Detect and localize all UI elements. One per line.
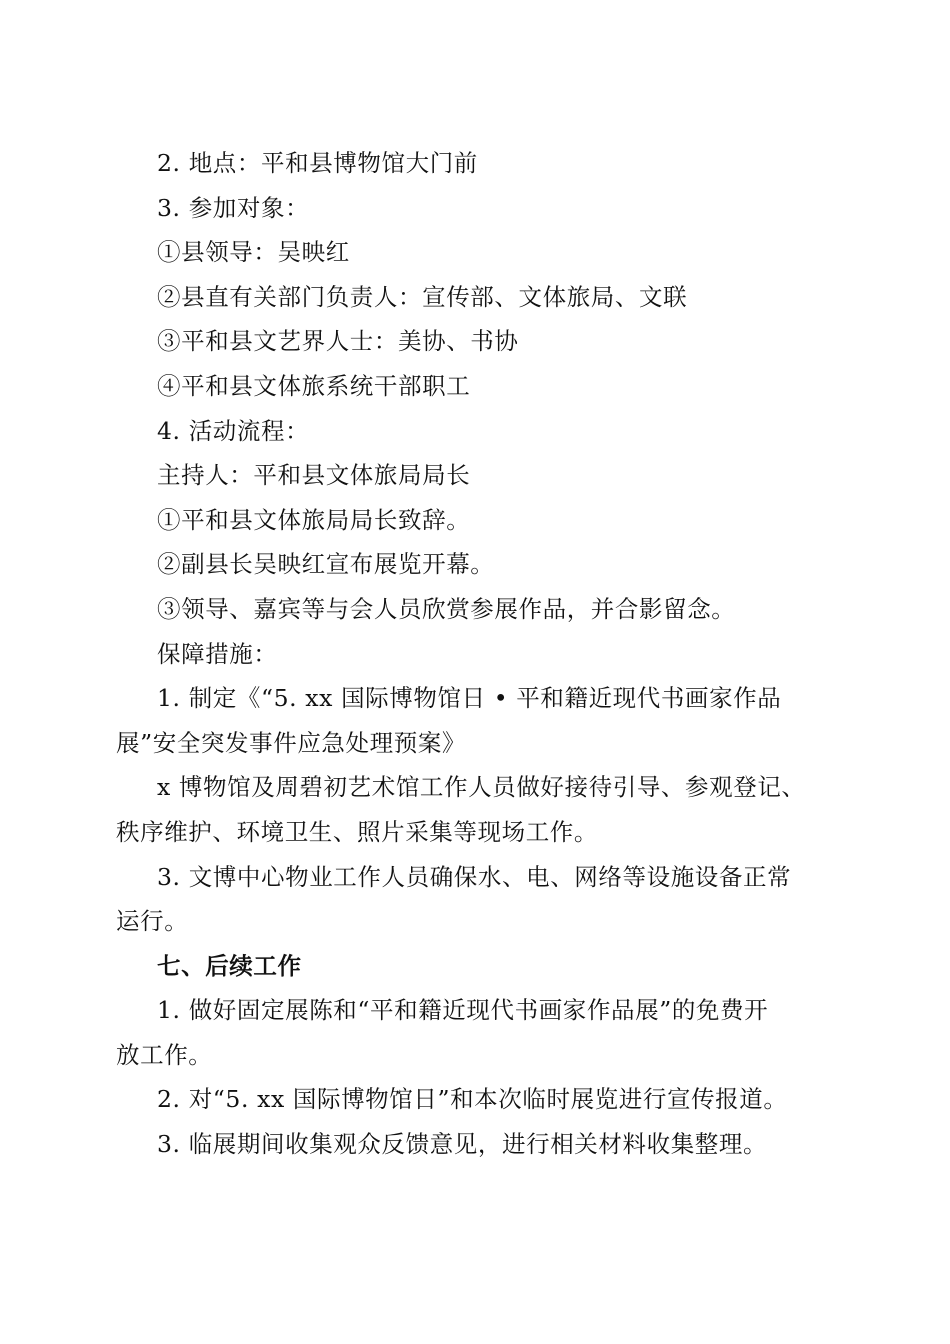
paragraph-participant-departments: ②县直有关部门负责人：宣传部、文体旅局、文联: [157, 282, 688, 311]
paragraph-safeguard-3-line-2: 运行。: [116, 907, 189, 936]
paragraph-safeguard-2-line-2: 秩序维护、环境卫生、照片采集等现场工作。: [116, 817, 598, 846]
paragraph-safeguard-1-line-1: 1. 制定《“5. xx 国际博物馆日 • 平和籍近现代书画家作品: [157, 684, 782, 713]
paragraph-safeguard-3-line-1: 3. 文博中心物业工作人员确保水、电、网络等设施设备正常: [157, 862, 792, 891]
paragraph-participant-county-leader: ①县领导：吴映红: [157, 238, 350, 267]
paragraph-follow-up-2: 2. 对“5. xx 国际博物馆日”和本次临时展览进行宣传报道。: [157, 1085, 788, 1114]
paragraph-safeguards-heading: 保障措施：: [157, 639, 278, 668]
paragraph-participant-artists: ③平和县文艺界人士：美协、书协: [157, 327, 519, 356]
paragraph-location: 2. 地点：平和县博物馆大门前: [157, 149, 478, 177]
paragraph-process-step-3: ③领导、嘉宾等与会人员欣赏参展作品，并合影留念。: [157, 594, 736, 623]
paragraph-safeguard-2-line-1: x 博物馆及周碧初艺术馆工作人员做好接待引导、参观登记、: [157, 773, 806, 802]
paragraph-safeguard-1-line-2: 展”安全突发事件应急处理预案》: [116, 728, 467, 757]
section-heading-follow-up: 七、后续工作: [157, 951, 302, 980]
paragraph-follow-up-1-line-2: 放工作。: [116, 1040, 213, 1069]
paragraph-participant-staff: ④平和县文体旅系统干部职工: [157, 371, 471, 400]
document-body: [116, 141, 841, 1167]
paragraph-participants-heading: 3. 参加对象：: [157, 193, 310, 222]
paragraph-follow-up-1-line-1: 1. 做好固定展陈和“平和籍近现代书画家作品展”的免费开: [157, 996, 769, 1025]
paragraph-follow-up-3: 3. 临展期间收集观众反馈意见，进行相关材料收集整理。: [157, 1130, 768, 1159]
paragraph-process-heading: 4. 活动流程：: [157, 416, 310, 445]
paragraph-host: 主持人：平和县文体旅局局长: [157, 461, 471, 490]
paragraph-process-step-1: ①平和县文体旅局局长致辞。: [157, 505, 471, 534]
paragraph-process-step-2: ②副县长吴映红宣布展览开幕。: [157, 550, 495, 579]
